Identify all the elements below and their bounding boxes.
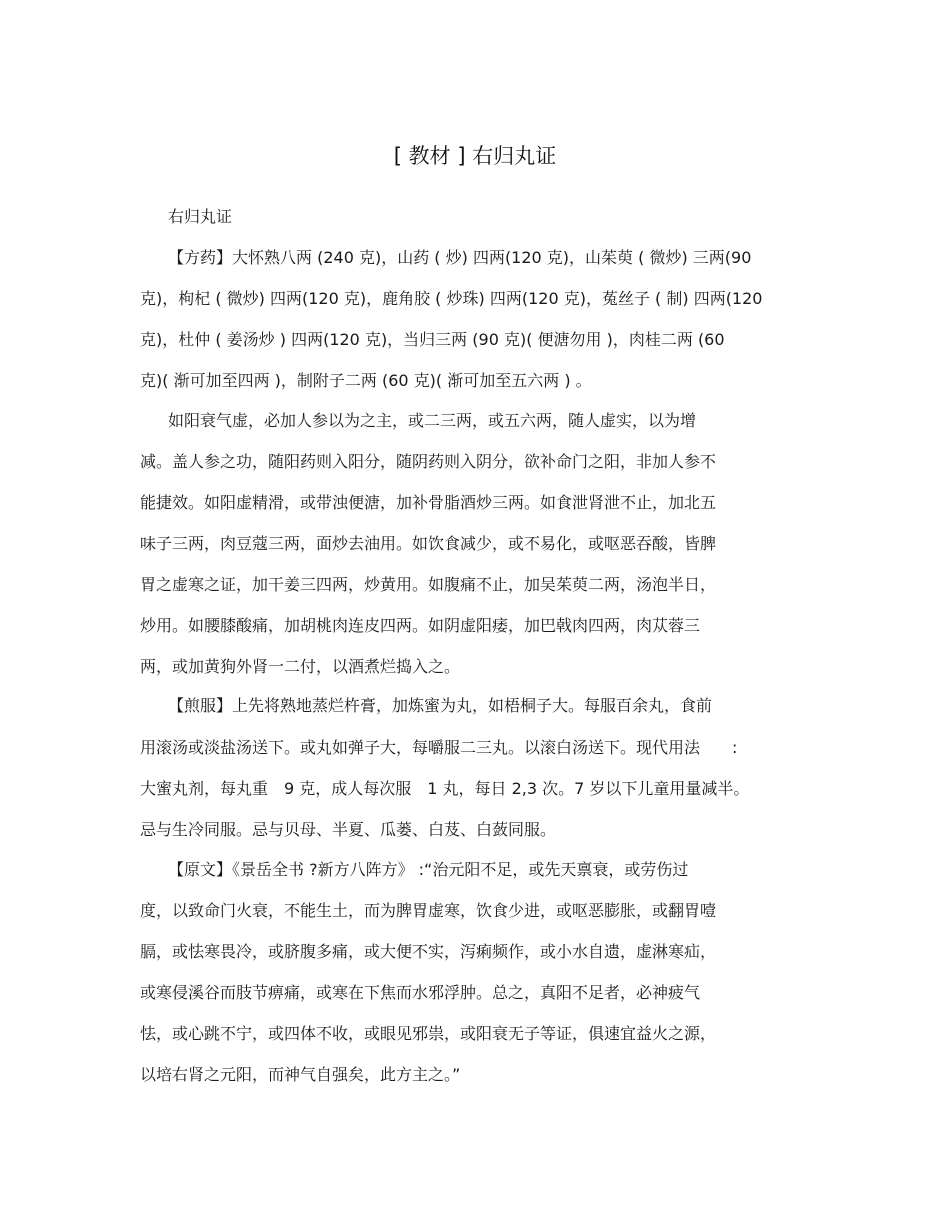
paragraph-line: 能捷效。如阳虚精滑，或带浊便溏，加补骨脂酒炒三两。如食泄肾泄不止，加北五: [140, 493, 717, 512]
paragraph-line: 胃之虚寒之证，加干姜三四两，炒黄用。如腹痛不止，加吴茱萸二两，汤泡半日，: [140, 575, 717, 594]
paragraph-line: 【方药】大怀熟八两 (240 克)，山药 ( 炒) 四两(120 克)，山茱萸 ( 微炒) 三两(90: [168, 248, 752, 267]
paragraph-line: 度，以致命门火衰，不能生土，而为脾胃虚寒，饮食少进，或呕恶膨胀，或翻胃噎: [140, 901, 717, 920]
paragraph-line: 克)，枸杞 ( 微炒) 四两(120 克)，鹿角胶 ( 炒珠) 四两(120 克)，菟丝子 ( 制) 四两(120: [140, 289, 763, 308]
page-title: [ 教材 ] 右归丸证: [393, 144, 557, 168]
paragraph-line: 大蜜丸剂，每丸重 9 克，成人每次服 1 丸，每日 2,3 次。7 岁以下儿童用量减半。: [140, 779, 750, 798]
paragraph-line: 膈，或怯寒畏冷，或脐腹多痛，或大便不实，泻痢频作，或小水自遗，虚淋寒疝，: [140, 942, 717, 961]
paragraph-line: 克)( 渐可加至四两 )，制附子二两 (60 克)( 渐可加至五六两 ) 。: [140, 371, 592, 390]
section-heading: 右归丸证: [168, 207, 233, 226]
paragraph-line: 味子三两，肉豆蔻三两，面炒去油用。如饮食减少，或不易化，或呕恶吞酸，皆脾: [140, 534, 717, 553]
paragraph-line: 或寒侵溪谷而肢节痹痛，或寒在下焦而水邪浮肿。总之，真阳不足者，必神疲气: [140, 983, 701, 1002]
paragraph-line: 怯，或心跳不宁，或四体不收，或眼见邪祟，或阳衰无子等证，俱速宜益火之源，: [140, 1024, 717, 1043]
paragraph-line: 忌与生冷同服。忌与贝母、半夏、瓜蒌、白芨、白蔹同服。: [140, 820, 557, 839]
paragraph-line: 克)，杜仲 ( 姜汤炒 ) 四两(120 克)，当归三两 (90 克)( 便溏勿用 )，肉桂二两 (60: [140, 330, 725, 349]
paragraph-line: 如阳衰气虚，必加人参以为之主，或二三两，或五六两，随人虚实，以为增: [168, 411, 697, 430]
paragraph-line: 减。盖人参之功，随阳药则入阳分，随阴药则入阴分，欲补命门之阳，非加人参不: [140, 452, 717, 471]
paragraph-line: 【煎服】上先将熟地蒸烂杵膏，加炼蜜为丸，如梧桐子大。每服百余丸，食前: [168, 696, 713, 715]
paragraph-line: 用滚汤或淡盐汤送下。或丸如弹子大，每嚼服二三丸。以滚白汤送下。现代用法 :: [140, 738, 738, 757]
paragraph-line: 两，或加黄狗外肾一二付，以酒煮烂捣入之。: [140, 657, 461, 676]
paragraph-line: 【原文】《景岳全书 ?新方八阵方》 :“治元阳不足，或先天禀衰，或劳伤过: [168, 860, 689, 879]
paragraph-line: 以培右肾之元阳，而神气自强矣，此方主之。”: [140, 1065, 461, 1084]
paragraph-line: 炒用。如腰膝酸痛，加胡桃肉连皮四两。如阴虚阳痿，加巴戟肉四两，肉苁蓉三: [140, 616, 701, 635]
